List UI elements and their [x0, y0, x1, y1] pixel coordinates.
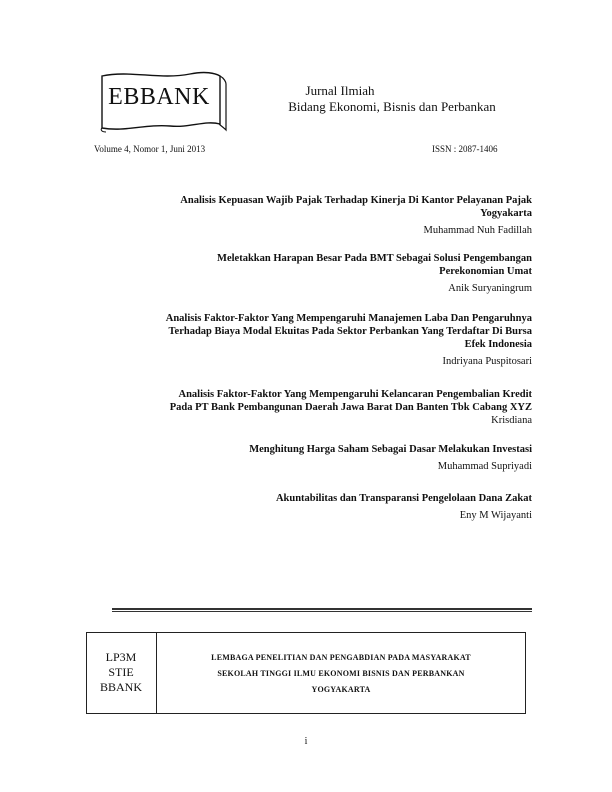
article-title-line: Meletakkan Harapan Besar Pada BMT Sebagai Solusi Pengembangan [217, 253, 532, 264]
publisher-abbr-line: STIE [108, 665, 134, 679]
article-author: Eny M Wijayanti [459, 510, 532, 521]
article-title [132, 194, 532, 220]
article-title [172, 443, 532, 456]
article-entry [172, 252, 532, 295]
article-title-line: Analisis Faktor-Faktor Yang Mempengaruhi Manajemen Laba Dan Pengaruhnya [165, 313, 532, 324]
article-entry [112, 312, 532, 368]
page-number: i [304, 736, 308, 747]
divider-rule [112, 611, 532, 612]
article-title [112, 312, 532, 351]
divider-rule [112, 608, 532, 610]
article-title-line: Menghitung Harga Saham Sebagai Dasar Melakukan Investasi [249, 444, 532, 455]
article-author: Muhammad Supriyadi [437, 461, 532, 472]
article-title [172, 492, 532, 505]
journal-subtitle: Bidang Ekonomi, Bisnis dan Perbankan [288, 99, 496, 114]
publisher-abbreviation [86, 650, 156, 695]
article-entry [172, 443, 532, 473]
article-title-line: Perekonomian Umat [439, 266, 532, 277]
article-title-line: Yogyakarta [480, 208, 532, 219]
article-title-line: Efek Indonesia [464, 339, 532, 350]
publisher-box-divider [156, 632, 157, 714]
article-entry [172, 492, 532, 522]
article-entry [112, 388, 532, 427]
journal-logo [100, 70, 230, 136]
article-title [172, 252, 532, 278]
logo-text: EBBANK [108, 84, 210, 110]
publisher-abbr-line: LP3M [105, 650, 137, 664]
article-author: Anik Suryaningrum [448, 283, 532, 294]
article-title-line: Analisis Kepuasan Wajib Pajak Terhadap Kinerja Di Kantor Pelayanan Pajak [180, 195, 532, 206]
article-author: Krisdiana [491, 415, 532, 426]
issn-info: ISSN : 2087-1406 [432, 144, 498, 154]
article-title-line: Terhadap Biaya Modal Ekuitas Pada Sektor Perbankan Yang Terdaftar Di Bursa [168, 326, 532, 337]
publisher-abbr-line: BBANK [99, 680, 142, 694]
article-entry [132, 194, 532, 237]
publisher-name-line: LEMBAGA PENELITIAN DAN PENGABDIAN PADA MASYARAKAT [211, 653, 471, 662]
publisher-name [160, 650, 522, 698]
article-title-line: Pada PT Bank Pembangunan Daerah Jawa Barat Dan Banten Tbk Cabang XYZ [169, 402, 532, 413]
article-title-line: Akuntabilitas dan Transparansi Pengelolaan Dana Zakat [275, 493, 532, 504]
article-title-line: Analisis Faktor-Faktor Yang Mempengaruhi Kelancaran Pengembalian Kredit [178, 389, 532, 400]
article-title [112, 388, 532, 414]
article-author: Indriyana Puspitosari [442, 356, 532, 367]
article-author: Muhammad Nuh Fadillah [423, 225, 532, 236]
publisher-name-line: SEKOLAH TINGGI ILMU EKONOMI BISNIS DAN PERBANKAN [217, 669, 465, 678]
publisher-name-line: YOGYAKARTA [311, 685, 371, 694]
volume-info: Volume 4, Nomor 1, Juni 2013 [94, 144, 206, 154]
journal-title: Jurnal Ilmiah [305, 83, 375, 98]
